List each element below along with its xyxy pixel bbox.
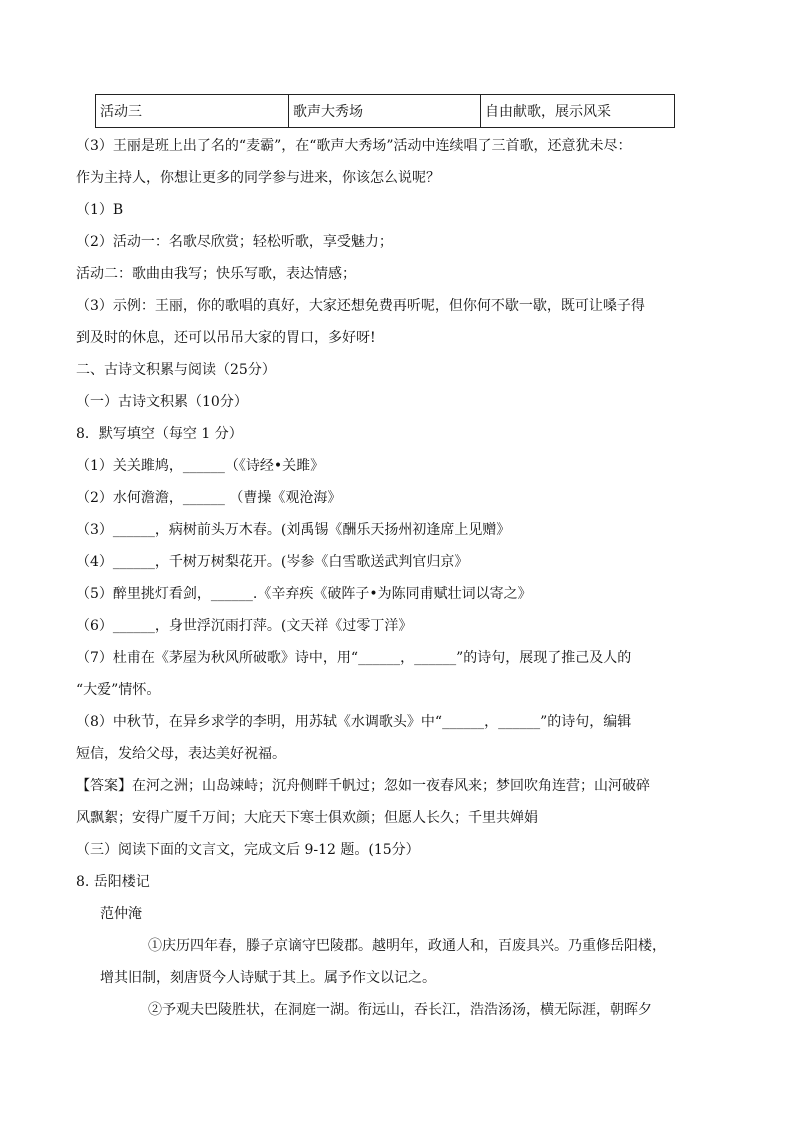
- table-row: [96, 95, 675, 128]
- paragraph-1-line2: 增其旧制，刻唐贤今人诗赋于其上。属予作文以记之。: [100, 970, 436, 986]
- answer-1: （1）B: [76, 202, 124, 218]
- question-3-line2: 作为主持人，你想让更多的同学参与进来，你该怎么说呢？: [76, 170, 440, 186]
- answer-3-line1: （3）示例：王丽，你的歌唱的真好，大家还想免费再听呢，但你何不歇一歇，既可让嗓子得: [76, 298, 645, 314]
- table-cell: 歌声大秀场: [289, 95, 481, 128]
- fill-blank-7-line1: （7）杜甫在《茅屋为秋风所破歌》诗中，用“______，______”的诗句，展现了推己及人的: [76, 650, 632, 666]
- fill-blank-7-line2: “大爱”情怀。: [76, 682, 161, 698]
- fill-blank-2: （2）水何澹澹，______ （曹操《观沧海》: [76, 490, 342, 506]
- answer-key-line2: 风飘絮；安得广厦千万间；大庇天下寒士俱欢颜；但愿人长久；千里共婵娟: [76, 810, 538, 826]
- paragraph-2-line1: ②予观夫巴陵胜状，在洞庭一湖。衔远山，吞长江，浩浩汤汤，横无际涯，朝晖夕: [148, 1002, 652, 1018]
- question-8-heading: 8．默写填空（每空 1 分）: [76, 426, 243, 442]
- fill-blank-8-line2: 短信，发给父母，表达美好祝福。: [76, 746, 286, 762]
- essay-author: 范仲淹: [100, 906, 142, 922]
- answer-2: （2）活动一：名歌尽欣赏；轻松听歌，享受魅力；: [76, 234, 393, 250]
- table-cell: 自由献歌，展示风采: [481, 95, 675, 128]
- answer-2-cont: 活动二：歌曲由我写；快乐写歌，表达情感；: [76, 266, 356, 282]
- table-cell: 活动三: [96, 95, 289, 128]
- fill-blank-8-line1: （8）中秋节，在异乡求学的李明，用苏轼《水调歌头》中“______，______”的诗句，编辑: [76, 714, 632, 730]
- activity-table: [95, 94, 675, 128]
- fill-blank-1: （1）关关雎鸠，______（《诗经•关雎》: [76, 458, 325, 474]
- answer-3-line2: 到及时的休息，还可以吊吊大家的胃口，多好呀!: [76, 330, 376, 346]
- section-heading: 二、古诗文积累与阅读（25分）: [76, 362, 276, 378]
- fill-blank-3: （3）______，病树前头万木春。(刘禹锡《酬乐天扬州初逢席上见赠》: [76, 522, 511, 538]
- answer-key-line1: 【答案】在河之洲；山岛竦峙；沉舟侧畔千帆过；忽如一夜春风来；梦回吹角连营；山河破碎: [76, 778, 650, 794]
- question-3-line1: （3）王丽是班上出了名的“麦霸”，在“歌声大秀场”活动中连续唱了三首歌，还意犹未尽：: [76, 138, 632, 154]
- paragraph-1-line1: ①庆历四年春，滕子京谪守巴陵郡。越明年，政通人和，百废具兴。乃重修岳阳楼，: [148, 938, 666, 954]
- subsection-heading: （一）古诗文积累（10分）: [76, 394, 248, 410]
- fill-blank-6: （6）______，身世浮沉雨打萍。(文天祥《过零丁洋》: [76, 618, 413, 634]
- reading-instruction: （三）阅读下面的文言文，完成文后 9-12 题。(15分）: [76, 842, 420, 858]
- essay-title: 8. 岳阳楼记: [76, 874, 150, 890]
- fill-blank-5: （5）醉里挑灯看剑，______.《辛弃疾《破阵子•为陈同甫赋壮词以寄之》: [76, 586, 532, 602]
- fill-blank-4: （4）______，千树万树梨花开。(岑参《白雪歌送武判官归京》: [76, 554, 469, 570]
